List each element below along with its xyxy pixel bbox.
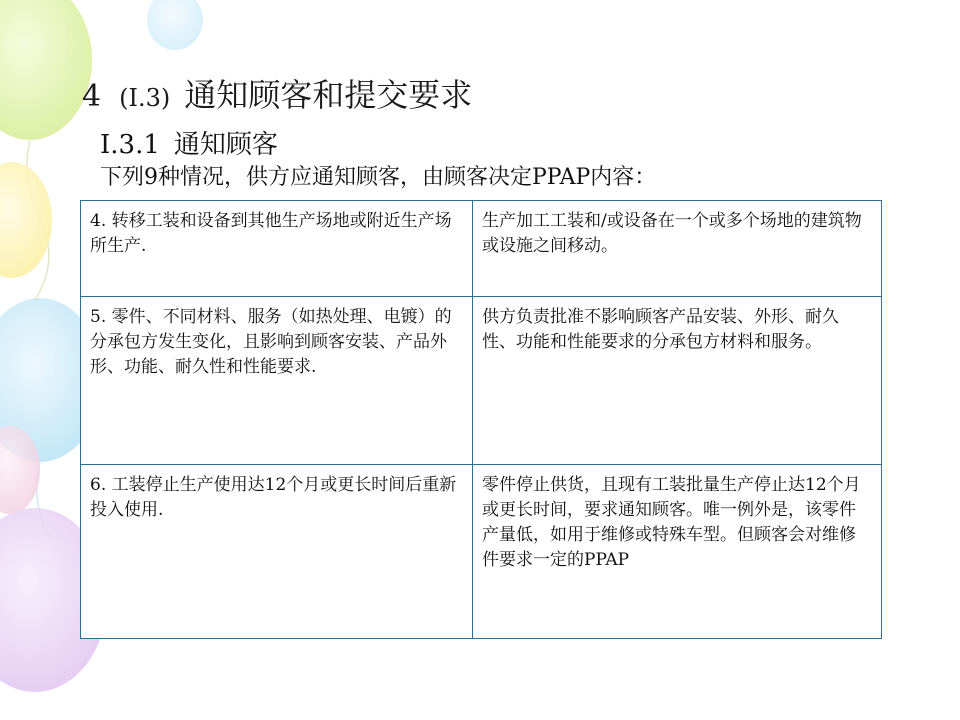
situation-cell: 4. 转移工装和设备到其他生产场地或附近生产场所生产. — [81, 201, 473, 297]
table-row — [81, 297, 882, 465]
balloon-yellow — [0, 162, 52, 278]
section-subtitle — [100, 124, 278, 161]
title-reference: (I.3) — [119, 84, 171, 112]
title-text: 通知顾客和提交要求 — [184, 76, 473, 114]
table-row — [81, 465, 882, 639]
table-row — [81, 201, 882, 297]
slide-title — [82, 70, 472, 116]
explanation-cell: 供方负责批准不影响顾客产品安装、外形、耐久性、功能和性能要求的分承包方材料和服务。 — [473, 297, 882, 465]
balloon-light-blue — [147, 0, 203, 50]
explanation-cell: 零件停止供货，且现有工装批量生产停止达12个月或更长时间，要求通知顾客。唯一例外是，该零件产量低，如用于维修或特殊车型。但顾客会对维修件要求一定的PPAP — [473, 465, 882, 639]
requirements-table — [80, 200, 882, 639]
situation-cell: 6. 工装停止生产使用达12个月或更长时间后重新投入使用. — [81, 465, 473, 639]
subtitle-number: I.3.1 — [100, 130, 160, 160]
subtitle-text: 通知顾客 — [173, 130, 278, 160]
intro-text: 下列9种情况，供方应通知顾客，由顾客决定PPAP内容： — [100, 165, 657, 190]
situation-cell: 5. 零件、不同材料、服务（如热处理、电镀）的分承包方发生变化，且影响到顾客安装、产品外形、功能、耐久性和性能要求. — [81, 297, 473, 465]
explanation-cell: 生产加工工装和/或设备在一个或多个场地的建筑物或设施之间移动。 — [473, 201, 882, 297]
title-number: 4 — [82, 79, 102, 114]
